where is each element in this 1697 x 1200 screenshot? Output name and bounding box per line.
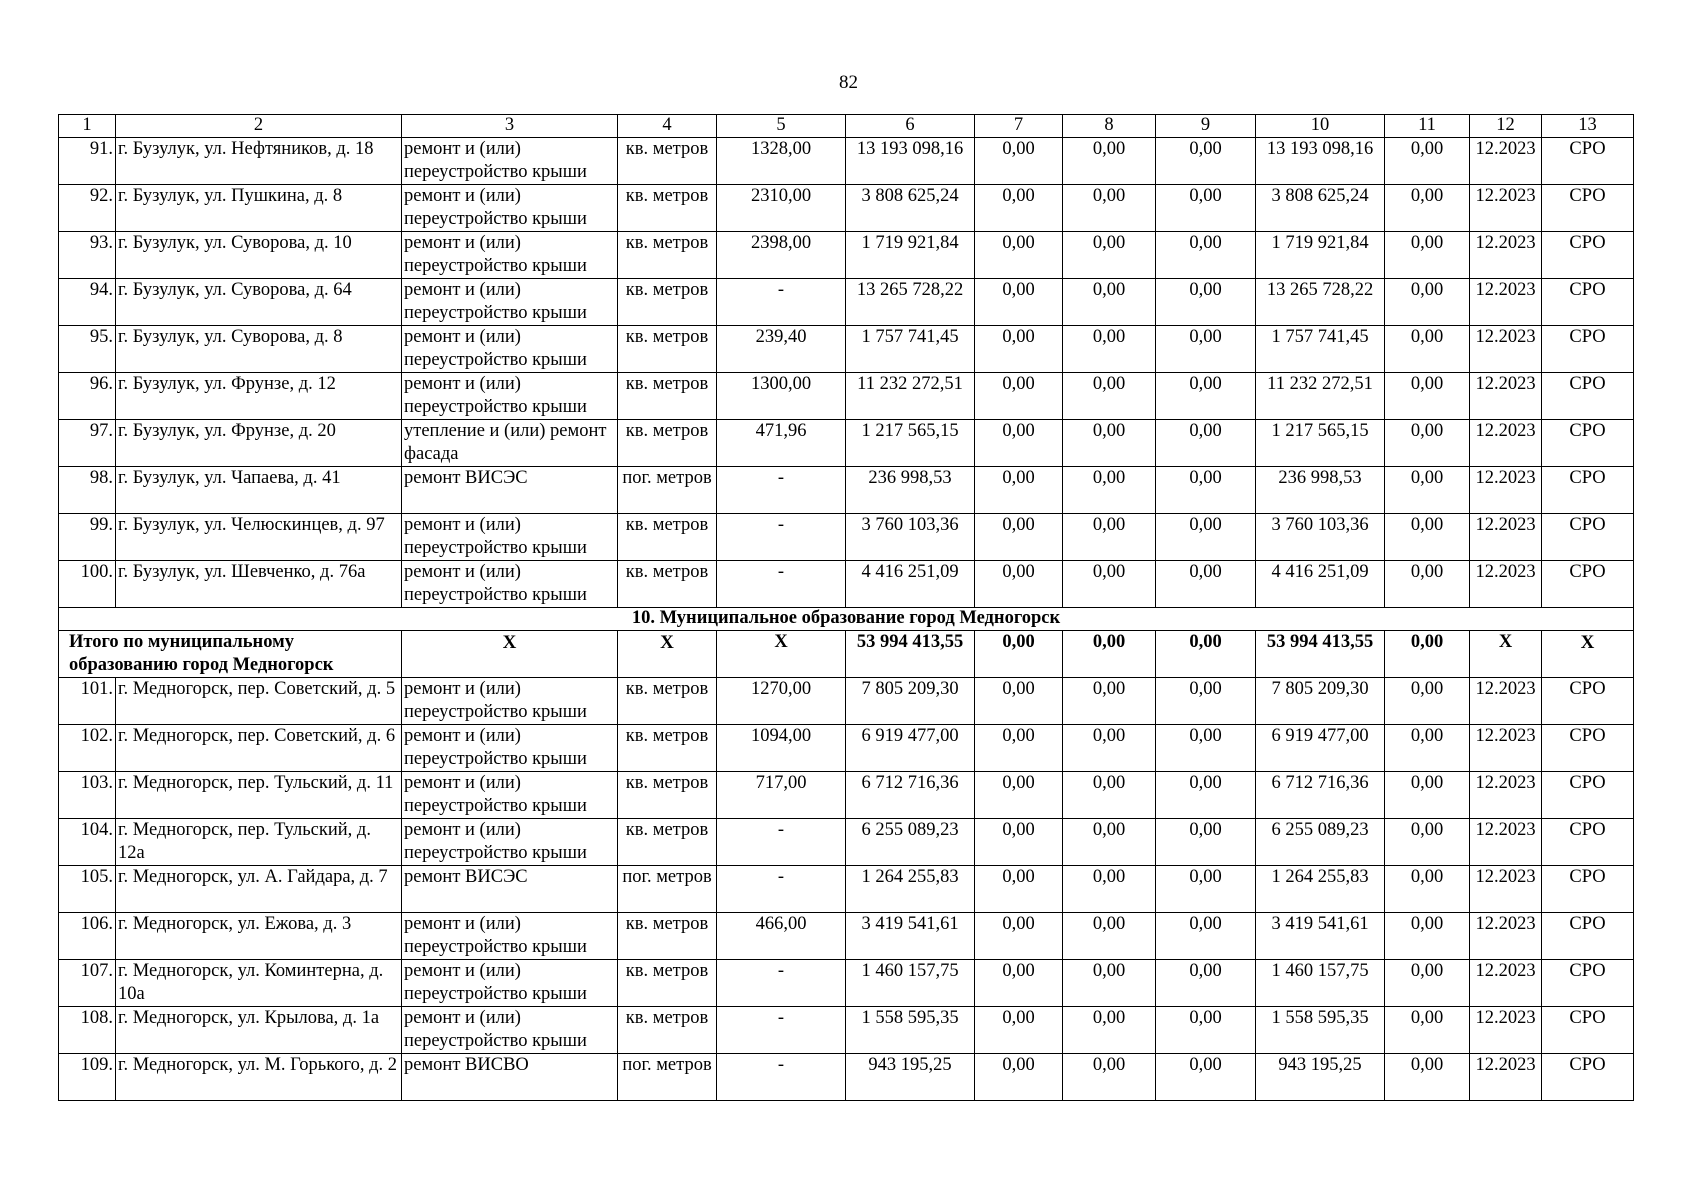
row-total-cost: 13 265 728,22: [846, 279, 975, 326]
row-operator: СРО: [1542, 913, 1634, 960]
row-work-type: ремонт и (или) переустройство крыши: [402, 772, 618, 819]
row-col9: 0,00: [1156, 279, 1256, 326]
row-date: 12.2023: [1470, 913, 1542, 960]
table-row: [59, 678, 1634, 725]
row-area: 1270,00: [717, 678, 846, 725]
row-work-type: ремонт и (или) переустройство крыши: [402, 138, 618, 185]
row-col9: 0,00: [1156, 561, 1256, 608]
section-header-row: [59, 608, 1634, 631]
row-date: 12.2023: [1470, 561, 1542, 608]
row-col8: 0,00: [1063, 772, 1156, 819]
row-unit: кв. метров: [618, 514, 717, 561]
row-total-cost: 7 805 209,30: [846, 678, 975, 725]
row-col7: 0,00: [975, 467, 1063, 514]
row-date: 12.2023: [1470, 514, 1542, 561]
row-col10: 6 712 716,36: [1256, 772, 1385, 819]
row-work-type: ремонт и (или) переустройство крыши: [402, 1007, 618, 1054]
row-unit: кв. метров: [618, 185, 717, 232]
table-row: [59, 725, 1634, 772]
section-title: 10. Муниципальное образование город Медногорск: [59, 608, 1634, 631]
row-date: 12.2023: [1470, 326, 1542, 373]
row-area: -: [717, 561, 846, 608]
row-area: 1328,00: [717, 138, 846, 185]
row-number: 98.: [59, 467, 116, 514]
row-col7: 0,00: [975, 514, 1063, 561]
row-col9: 0,00: [1156, 1054, 1256, 1101]
row-work-type: ремонт и (или) переустройство крыши: [402, 678, 618, 725]
row-area: 1300,00: [717, 373, 846, 420]
row-unit: кв. метров: [618, 279, 717, 326]
row-work-type: ремонт и (или) переустройство крыши: [402, 725, 618, 772]
row-address: г. Медногорск, ул. Ежова, д. 3: [116, 913, 402, 960]
table-row: [59, 772, 1634, 819]
row-address: г. Медногорск, пер. Тульский, д. 11: [116, 772, 402, 819]
row-col10: 7 805 209,30: [1256, 678, 1385, 725]
row-date: 12.2023: [1470, 678, 1542, 725]
row-operator: СРО: [1542, 866, 1634, 913]
row-col7: 0,00: [975, 373, 1063, 420]
row-col9: 0,00: [1156, 866, 1256, 913]
row-unit: кв. метров: [618, 420, 717, 467]
row-col9: 0,00: [1156, 467, 1256, 514]
row-operator: СРО: [1542, 326, 1634, 373]
row-number: 92.: [59, 185, 116, 232]
row-col8: 0,00: [1063, 561, 1156, 608]
table-row: [59, 819, 1634, 866]
row-col7: 0,00: [975, 279, 1063, 326]
row-unit: кв. метров: [618, 678, 717, 725]
row-work-type: ремонт и (или) переустройство крыши: [402, 819, 618, 866]
row-address: г. Медногорск, ул. Крылова, д. 1а: [116, 1007, 402, 1054]
row-number: 93.: [59, 232, 116, 279]
row-operator: СРО: [1542, 1007, 1634, 1054]
row-unit: кв. метров: [618, 913, 717, 960]
col-header: 8: [1063, 115, 1156, 138]
row-col9: 0,00: [1156, 420, 1256, 467]
col-header: 7: [975, 115, 1063, 138]
row-col7: 0,00: [975, 913, 1063, 960]
row-col8: 0,00: [1063, 913, 1156, 960]
row-area: 2398,00: [717, 232, 846, 279]
col-header: 9: [1156, 115, 1256, 138]
row-address: г. Бузулук, ул. Пушкина, д. 8: [116, 185, 402, 232]
row-number: 99.: [59, 514, 116, 561]
row-col8: 0,00: [1063, 373, 1156, 420]
row-col11: 0,00: [1385, 1054, 1470, 1101]
table-row: [59, 561, 1634, 608]
row-number: 97.: [59, 420, 116, 467]
row-col8: 0,00: [1063, 514, 1156, 561]
row-col7: 0,00: [975, 819, 1063, 866]
table-row: [59, 373, 1634, 420]
row-total-cost: 3 760 103,36: [846, 514, 975, 561]
table-row: [59, 913, 1634, 960]
row-col10: 3 419 541,61: [1256, 913, 1385, 960]
row-date: 12.2023: [1470, 960, 1542, 1007]
row-unit: кв. метров: [618, 772, 717, 819]
row-col11: 0,00: [1385, 420, 1470, 467]
row-operator: СРО: [1542, 960, 1634, 1007]
row-col9: 0,00: [1156, 1007, 1256, 1054]
total-label: Итого по муниципальному образованию город Медногорск: [59, 631, 402, 678]
total-col8: 0,00: [1063, 631, 1156, 678]
row-number: 105.: [59, 866, 116, 913]
row-area: -: [717, 279, 846, 326]
row-total-cost: 236 998,53: [846, 467, 975, 514]
row-col11: 0,00: [1385, 1007, 1470, 1054]
row-col10: 1 558 595,35: [1256, 1007, 1385, 1054]
row-unit: кв. метров: [618, 373, 717, 420]
row-col7: 0,00: [975, 725, 1063, 772]
total-col7: 0,00: [975, 631, 1063, 678]
row-number: 94.: [59, 279, 116, 326]
row-date: 12.2023: [1470, 1007, 1542, 1054]
row-col8: 0,00: [1063, 960, 1156, 1007]
row-work-type: ремонт и (или) переустройство крыши: [402, 373, 618, 420]
row-operator: СРО: [1542, 138, 1634, 185]
col-header: 5: [717, 115, 846, 138]
row-total-cost: 13 193 098,16: [846, 138, 975, 185]
row-work-type: ремонт ВИСВО: [402, 1054, 618, 1101]
row-area: -: [717, 1007, 846, 1054]
total-col11: 0,00: [1385, 631, 1470, 678]
row-col11: 0,00: [1385, 467, 1470, 514]
row-col9: 0,00: [1156, 678, 1256, 725]
row-col8: 0,00: [1063, 326, 1156, 373]
total-col9: 0,00: [1156, 631, 1256, 678]
row-area: -: [717, 960, 846, 1007]
row-address: г. Медногорск, пер. Советский, д. 5: [116, 678, 402, 725]
table-row: [59, 420, 1634, 467]
row-number: 100.: [59, 561, 116, 608]
row-col7: 0,00: [975, 420, 1063, 467]
row-unit: пог. метров: [618, 467, 717, 514]
row-col8: 0,00: [1063, 279, 1156, 326]
row-operator: СРО: [1542, 1054, 1634, 1101]
row-operator: СРО: [1542, 232, 1634, 279]
row-number: 103.: [59, 772, 116, 819]
row-col8: 0,00: [1063, 819, 1156, 866]
row-unit: кв. метров: [618, 819, 717, 866]
row-work-type: ремонт и (или) переустройство крыши: [402, 960, 618, 1007]
row-work-type: ремонт и (или) переустройство крыши: [402, 185, 618, 232]
row-unit: пог. метров: [618, 866, 717, 913]
row-col11: 0,00: [1385, 678, 1470, 725]
row-col11: 0,00: [1385, 772, 1470, 819]
row-col10: 6 919 477,00: [1256, 725, 1385, 772]
row-date: 12.2023: [1470, 420, 1542, 467]
row-work-type: ремонт и (или) переустройство крыши: [402, 232, 618, 279]
row-number: 91.: [59, 138, 116, 185]
row-operator: СРО: [1542, 514, 1634, 561]
row-col10: 11 232 272,51: [1256, 373, 1385, 420]
col-header: 10: [1256, 115, 1385, 138]
row-number: 96.: [59, 373, 116, 420]
row-area: -: [717, 866, 846, 913]
row-total-cost: 1 217 565,15: [846, 420, 975, 467]
total-col3: Х: [402, 631, 618, 678]
row-total-cost: 1 264 255,83: [846, 866, 975, 913]
row-col8: 0,00: [1063, 420, 1156, 467]
row-date: 12.2023: [1470, 232, 1542, 279]
row-area: -: [717, 819, 846, 866]
row-operator: СРО: [1542, 725, 1634, 772]
row-date: 12.2023: [1470, 772, 1542, 819]
row-address: г. Медногорск, пер. Тульский, д. 12а: [116, 819, 402, 866]
row-col7: 0,00: [975, 772, 1063, 819]
row-unit: кв. метров: [618, 232, 717, 279]
row-col7: 0,00: [975, 232, 1063, 279]
total-col12: Х: [1470, 631, 1542, 678]
row-unit: пог. метров: [618, 1054, 717, 1101]
total-col6: 53 994 413,55: [846, 631, 975, 678]
row-col10: 3 808 625,24: [1256, 185, 1385, 232]
row-number: 108.: [59, 1007, 116, 1054]
row-area: -: [717, 514, 846, 561]
row-address: г. Бузулук, ул. Нефтяников, д. 18: [116, 138, 402, 185]
col-header: 12: [1470, 115, 1542, 138]
row-unit: кв. метров: [618, 725, 717, 772]
row-operator: СРО: [1542, 185, 1634, 232]
row-area: 1094,00: [717, 725, 846, 772]
table-row: [59, 326, 1634, 373]
row-work-type: ремонт и (или) переустройство крыши: [402, 913, 618, 960]
row-col10: 4 416 251,09: [1256, 561, 1385, 608]
row-col11: 0,00: [1385, 725, 1470, 772]
row-date: 12.2023: [1470, 467, 1542, 514]
page-number: 82: [839, 72, 858, 93]
row-col9: 0,00: [1156, 725, 1256, 772]
row-col8: 0,00: [1063, 678, 1156, 725]
row-total-cost: 6 255 089,23: [846, 819, 975, 866]
row-col9: 0,00: [1156, 514, 1256, 561]
row-address: г. Бузулук, ул. Челюскинцев, д. 97: [116, 514, 402, 561]
row-col10: 1 264 255,83: [1256, 866, 1385, 913]
row-unit: кв. метров: [618, 1007, 717, 1054]
row-unit: кв. метров: [618, 561, 717, 608]
row-col9: 0,00: [1156, 373, 1256, 420]
row-operator: СРО: [1542, 420, 1634, 467]
row-area: -: [717, 467, 846, 514]
table-row: [59, 866, 1634, 913]
row-col8: 0,00: [1063, 866, 1156, 913]
row-total-cost: 11 232 272,51: [846, 373, 975, 420]
row-address: г. Бузулук, ул. Чапаева, д. 41: [116, 467, 402, 514]
row-col11: 0,00: [1385, 185, 1470, 232]
row-address: г. Бузулук, ул. Фрунзе, д. 12: [116, 373, 402, 420]
row-col10: 6 255 089,23: [1256, 819, 1385, 866]
row-date: 12.2023: [1470, 185, 1542, 232]
table-row: [59, 279, 1634, 326]
row-operator: СРО: [1542, 678, 1634, 725]
row-work-type: ремонт и (или) переустройство крыши: [402, 279, 618, 326]
table-row: [59, 138, 1634, 185]
row-area: 466,00: [717, 913, 846, 960]
row-address: г. Медногорск, ул. М. Горького, д. 2: [116, 1054, 402, 1101]
row-address: г. Бузулук, ул. Фрунзе, д. 20: [116, 420, 402, 467]
row-address: г. Медногорск, пер. Советский, д. 6: [116, 725, 402, 772]
total-col10: 53 994 413,55: [1256, 631, 1385, 678]
row-work-type: ремонт и (или) переустройство крыши: [402, 326, 618, 373]
row-operator: СРО: [1542, 279, 1634, 326]
row-address: г. Медногорск, ул. Коминтерна, д. 10а: [116, 960, 402, 1007]
row-unit: кв. метров: [618, 326, 717, 373]
col-header: 2: [116, 115, 402, 138]
row-col10: 1 719 921,84: [1256, 232, 1385, 279]
row-col8: 0,00: [1063, 1054, 1156, 1101]
total-col4: Х: [618, 631, 717, 678]
row-date: 12.2023: [1470, 279, 1542, 326]
row-col9: 0,00: [1156, 326, 1256, 373]
row-col9: 0,00: [1156, 913, 1256, 960]
col-header: 13: [1542, 115, 1634, 138]
column-number-row: [59, 115, 1634, 138]
row-total-cost: 6 919 477,00: [846, 725, 975, 772]
row-col7: 0,00: [975, 185, 1063, 232]
col-header: 3: [402, 115, 618, 138]
row-col11: 0,00: [1385, 326, 1470, 373]
row-total-cost: 3 419 541,61: [846, 913, 975, 960]
row-col7: 0,00: [975, 326, 1063, 373]
row-address: г. Бузулук, ул. Суворова, д. 8: [116, 326, 402, 373]
row-area: 717,00: [717, 772, 846, 819]
row-col11: 0,00: [1385, 819, 1470, 866]
total-row: [59, 631, 1634, 678]
row-total-cost: 6 712 716,36: [846, 772, 975, 819]
row-col11: 0,00: [1385, 561, 1470, 608]
row-total-cost: 1 558 595,35: [846, 1007, 975, 1054]
col-header: 6: [846, 115, 975, 138]
row-number: 107.: [59, 960, 116, 1007]
row-col9: 0,00: [1156, 232, 1256, 279]
row-col7: 0,00: [975, 1054, 1063, 1101]
row-number: 104.: [59, 819, 116, 866]
row-col10: 1 460 157,75: [1256, 960, 1385, 1007]
row-col7: 0,00: [975, 561, 1063, 608]
row-area: -: [717, 1054, 846, 1101]
row-col10: 943 195,25: [1256, 1054, 1385, 1101]
table-row: [59, 960, 1634, 1007]
row-work-type: ремонт ВИСЭС: [402, 467, 618, 514]
row-unit: кв. метров: [618, 138, 717, 185]
row-date: 12.2023: [1470, 819, 1542, 866]
row-total-cost: 1 757 741,45: [846, 326, 975, 373]
row-col11: 0,00: [1385, 232, 1470, 279]
row-col9: 0,00: [1156, 819, 1256, 866]
table-row: [59, 232, 1634, 279]
row-total-cost: 1 719 921,84: [846, 232, 975, 279]
row-number: 106.: [59, 913, 116, 960]
row-number: 101.: [59, 678, 116, 725]
col-header: 4: [618, 115, 717, 138]
row-col11: 0,00: [1385, 514, 1470, 561]
row-total-cost: 3 808 625,24: [846, 185, 975, 232]
row-col11: 0,00: [1385, 960, 1470, 1007]
row-operator: СРО: [1542, 772, 1634, 819]
row-col9: 0,00: [1156, 772, 1256, 819]
row-total-cost: 4 416 251,09: [846, 561, 975, 608]
row-col7: 0,00: [975, 866, 1063, 913]
row-col11: 0,00: [1385, 138, 1470, 185]
row-col8: 0,00: [1063, 467, 1156, 514]
row-col11: 0,00: [1385, 373, 1470, 420]
total-col13: Х: [1542, 631, 1634, 678]
row-total-cost: 1 460 157,75: [846, 960, 975, 1007]
row-operator: СРО: [1542, 373, 1634, 420]
row-col9: 0,00: [1156, 138, 1256, 185]
row-col10: 13 193 098,16: [1256, 138, 1385, 185]
row-col11: 0,00: [1385, 866, 1470, 913]
row-date: 12.2023: [1470, 866, 1542, 913]
table-row: [59, 185, 1634, 232]
row-address: г. Бузулук, ул. Суворова, д. 10: [116, 232, 402, 279]
row-unit: кв. метров: [618, 960, 717, 1007]
row-number: 109.: [59, 1054, 116, 1101]
capital-repair-table: [58, 114, 1634, 1101]
row-area: 471,96: [717, 420, 846, 467]
row-col8: 0,00: [1063, 1007, 1156, 1054]
row-work-type: ремонт и (или) переустройство крыши: [402, 514, 618, 561]
row-col7: 0,00: [975, 1007, 1063, 1054]
total-col5: Х: [717, 631, 846, 678]
row-col7: 0,00: [975, 960, 1063, 1007]
table-row: [59, 467, 1634, 514]
table-row: [59, 514, 1634, 561]
row-col10: 1 217 565,15: [1256, 420, 1385, 467]
row-date: 12.2023: [1470, 138, 1542, 185]
row-number: 95.: [59, 326, 116, 373]
row-operator: СРО: [1542, 819, 1634, 866]
row-col8: 0,00: [1063, 185, 1156, 232]
table-row: [59, 1007, 1634, 1054]
col-header: 11: [1385, 115, 1470, 138]
row-operator: СРО: [1542, 561, 1634, 608]
row-col9: 0,00: [1156, 960, 1256, 1007]
row-address: г. Медногорск, ул. А. Гайдара, д. 7: [116, 866, 402, 913]
row-address: г. Бузулук, ул. Шевченко, д. 76а: [116, 561, 402, 608]
col-header: 1: [59, 115, 116, 138]
table-row: [59, 1054, 1634, 1101]
row-col8: 0,00: [1063, 725, 1156, 772]
row-work-type: ремонт и (или) переустройство крыши: [402, 561, 618, 608]
row-col11: 0,00: [1385, 913, 1470, 960]
row-area: 2310,00: [717, 185, 846, 232]
row-col10: 13 265 728,22: [1256, 279, 1385, 326]
row-col10: 236 998,53: [1256, 467, 1385, 514]
row-date: 12.2023: [1470, 725, 1542, 772]
row-col10: 1 757 741,45: [1256, 326, 1385, 373]
row-address: г. Бузулук, ул. Суворова, д. 64: [116, 279, 402, 326]
row-col7: 0,00: [975, 138, 1063, 185]
row-date: 12.2023: [1470, 373, 1542, 420]
row-col8: 0,00: [1063, 232, 1156, 279]
row-col7: 0,00: [975, 678, 1063, 725]
row-operator: СРО: [1542, 467, 1634, 514]
row-total-cost: 943 195,25: [846, 1054, 975, 1101]
row-work-type: ремонт ВИСЭС: [402, 866, 618, 913]
row-date: 12.2023: [1470, 1054, 1542, 1101]
row-col9: 0,00: [1156, 185, 1256, 232]
row-col11: 0,00: [1385, 279, 1470, 326]
row-col10: 3 760 103,36: [1256, 514, 1385, 561]
row-work-type: утепление и (или) ремонт фасада: [402, 420, 618, 467]
row-col8: 0,00: [1063, 138, 1156, 185]
row-number: 102.: [59, 725, 116, 772]
row-area: 239,40: [717, 326, 846, 373]
